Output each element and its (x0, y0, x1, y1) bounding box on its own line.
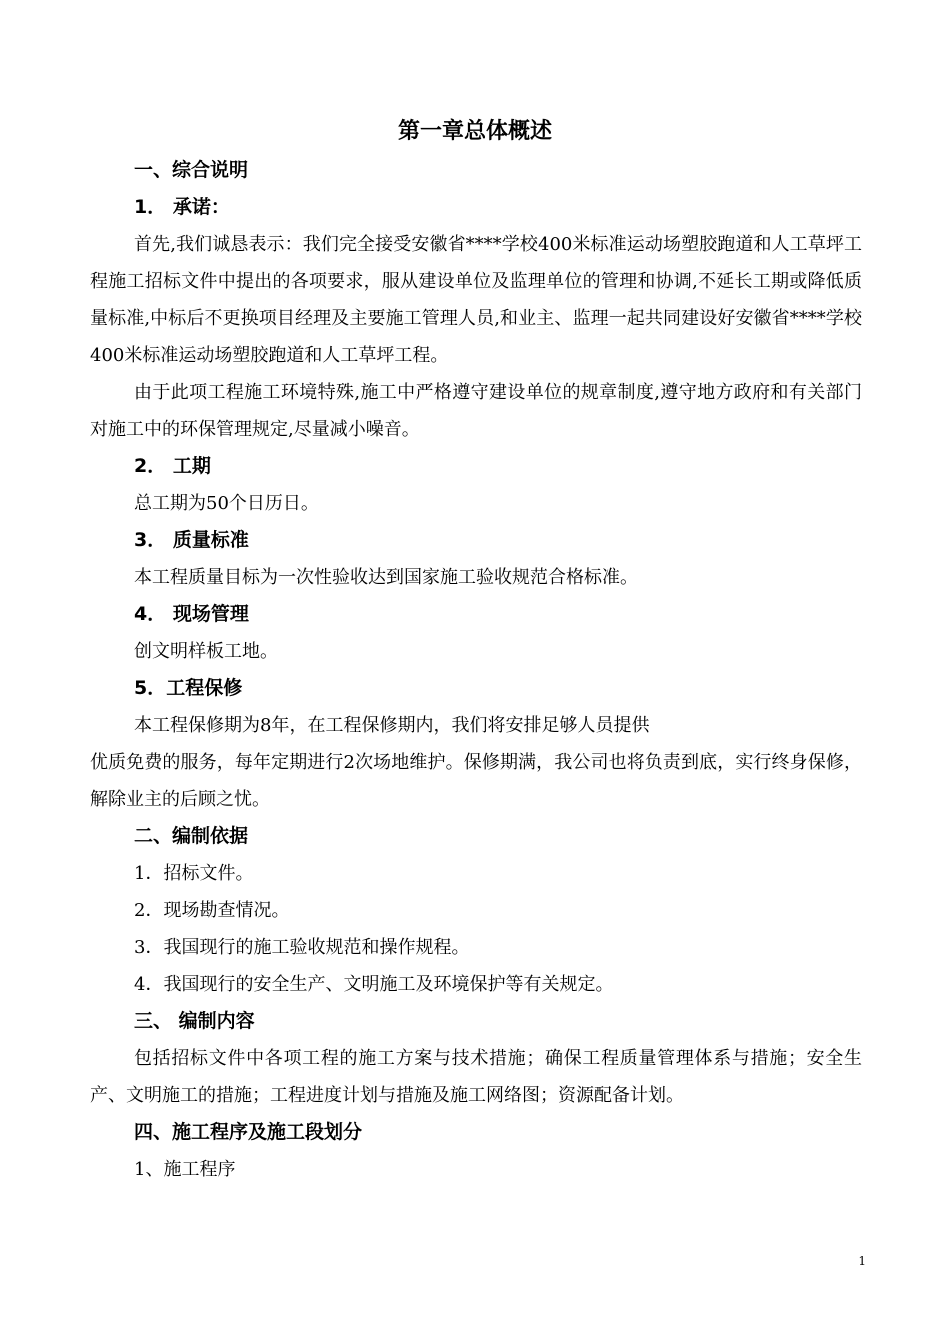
basis-item: 2．现场勘查情况。 (134, 900, 290, 921)
page-number: 1 (858, 1254, 866, 1268)
warranty-heading: 5．工程保修 (134, 677, 243, 699)
document-body (90, 152, 862, 1188)
basis-item: 1．招标文件。 (134, 863, 254, 884)
basis-item: 4．我国现行的安全生产、文明施工及环境保护等有关规定。 (134, 974, 614, 995)
commitment-paragraph-2: 由于此项工程施工环境特殊,施工中严格遵守建设单位的规章制度,遵守地方政府和有关部门对施工中的环保管理规定,尽量减小噪音。 (90, 382, 862, 440)
section-heading-content: 三、 编制内容 (134, 1010, 255, 1032)
site-management-heading: 4． 现场管理 (134, 603, 249, 625)
basis-item: 3．我国现行的施工验收规范和操作规程。 (134, 937, 470, 958)
chapter-title: 第一章总体概述 (397, 119, 552, 144)
schedule-text: 总工期为50个日历日。 (134, 493, 319, 514)
quality-text: 本工程质量目标为一次性验收达到国家施工验收规范合格标准。 (134, 567, 638, 588)
commitment-paragraph-1: 首先,我们诚恳表示：我们完全接受安徽省****学校400米标准运动场塑胶跑道和人工草坪工程施工招标文件中提出的各项要求，服从建设单位及监理单位的管理和协调,不延长工期或降低质量标准,中标后不更换项目经理及主要施工管理人员,和业主、监理一起共同建设好安徽省****学校400米标准运动场塑胶跑道和人工草坪工程。 (90, 234, 862, 366)
section-heading-procedure: 四、施工程序及施工段划分 (134, 1121, 363, 1143)
warranty-line-2: 优质免费的服务，每年定期进行2次场地维护。保修期满，我公司也将负责到底，实行终身保修，解除业主的后顾之忧。 (90, 752, 862, 810)
procedure-subheading: 1、施工程序 (134, 1159, 236, 1180)
commitment-heading: 1． 承诺： (134, 196, 230, 218)
section-heading-general: 一、综合说明 (134, 159, 249, 181)
schedule-heading: 2． 工期 (134, 455, 211, 477)
content-paragraph: 包括招标文件中各项工程的施工方案与技术措施；确保工程质量管理体系与措施；安全生产、文明施工的措施；工程进度计划与措施及施工网络图；资源配备计划。 (90, 1048, 862, 1106)
section-heading-basis: 二、编制依据 (134, 825, 249, 847)
site-management-text: 创文明样板工地。 (134, 641, 278, 662)
warranty-line-1: 本工程保修期为8年，在工程保修期内，我们将安排足够人员提供 (134, 715, 650, 736)
quality-heading: 3． 质量标准 (134, 529, 249, 551)
